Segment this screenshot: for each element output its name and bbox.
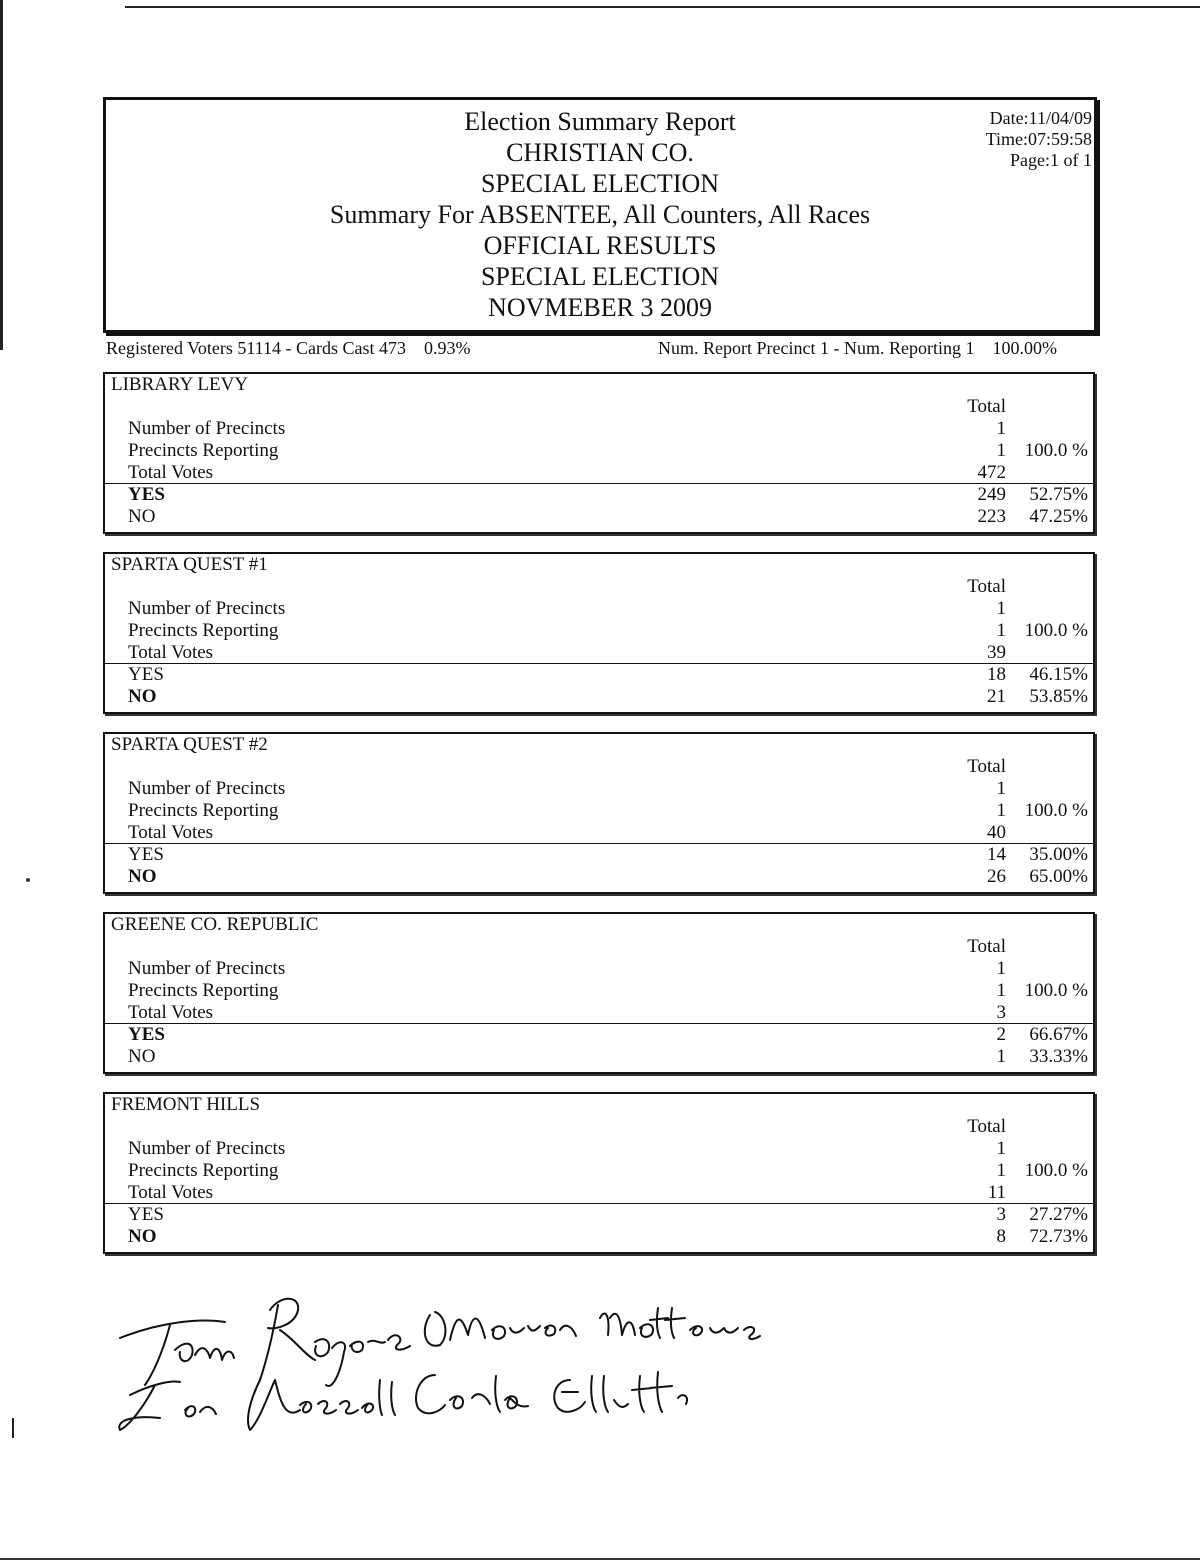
results-divider (105, 663, 1093, 664)
race-box (103, 912, 1095, 1074)
race-title: GREENE CO. REPUBLIC (111, 914, 319, 935)
row-total: 1 (996, 778, 1006, 799)
row-label: YES (128, 484, 165, 505)
row-total: 472 (977, 462, 1006, 483)
signature-tom-rogers (120, 1321, 234, 1385)
row-percent: 66.67% (1029, 1024, 1088, 1045)
row-percent: 52.75% (1029, 484, 1088, 505)
total-votes-row (105, 1002, 1093, 1024)
row-percent: 35.00% (1029, 844, 1088, 865)
row-label: Precincts Reporting (128, 1160, 279, 1181)
row-total: 14 (987, 844, 1006, 865)
header-meta (986, 108, 1092, 171)
row-label: Total Votes (128, 822, 214, 843)
number-of-precincts-row (105, 958, 1093, 980)
race-box (103, 372, 1095, 534)
no-row (105, 506, 1093, 528)
number-of-precincts-row (105, 418, 1093, 440)
report-header (103, 97, 1097, 333)
total-votes-row (105, 1182, 1093, 1204)
precincts-reporting-row (105, 980, 1093, 1002)
yes-row (105, 844, 1093, 866)
scan-mark (12, 1418, 14, 1438)
row-total: 11 (987, 1182, 1006, 1203)
row-label: NO (128, 1226, 157, 1247)
results-divider (105, 843, 1093, 844)
no-row (105, 866, 1093, 888)
row-total: 1 (996, 980, 1006, 1001)
row-total: 39 (987, 642, 1006, 663)
row-total: 1 (996, 598, 1006, 619)
row-total: 223 (977, 506, 1006, 527)
signature-carla-elliott (416, 1375, 528, 1413)
row-label: NO (128, 1046, 156, 1067)
row-label: Total Votes (128, 462, 214, 483)
race-title: FREMONT HILLS (111, 1094, 261, 1115)
precincts-reporting-row (105, 440, 1093, 462)
total-votes-row (105, 822, 1093, 844)
row-percent: 27.27% (1029, 1204, 1088, 1225)
no-row (105, 1226, 1093, 1248)
header-title-line: NOVMEBER 3 2009 (488, 293, 712, 322)
signature-russell (248, 1380, 395, 1430)
row-percent: 100.0 % (1024, 620, 1088, 641)
race-box (103, 732, 1095, 894)
yes-row (105, 664, 1093, 686)
header-title-line: Election Summary Report (464, 107, 736, 136)
row-total: 3 (996, 1204, 1006, 1225)
yes-row (105, 1204, 1093, 1226)
row-total: 249 (977, 484, 1006, 505)
row-total: 8 (996, 1226, 1006, 1247)
precincts-reporting-row (105, 1160, 1093, 1182)
row-label: Total Votes (128, 642, 214, 663)
row-label: Number of Precincts (128, 418, 286, 439)
row-total: 1 (996, 958, 1006, 979)
results-divider (105, 483, 1093, 484)
report-time: Time:07:59:58 (985, 129, 1092, 149)
signature-matthews (600, 1308, 760, 1339)
total-column-header: Total (967, 576, 1006, 597)
total-column-header: Total (967, 936, 1006, 957)
row-label: Precincts Reporting (128, 980, 279, 1001)
race-title: SPARTA QUEST #2 (111, 734, 268, 755)
scan-dot (26, 878, 30, 882)
row-percent: 100.0 % (1024, 1160, 1088, 1181)
row-label: YES (128, 844, 164, 865)
header-title-line: Summary For ABSENTEE, All Counters, All Races (329, 200, 871, 229)
row-total: 1 (996, 440, 1006, 461)
report-date: Date:11/04/09 (989, 108, 1092, 128)
row-total: 40 (987, 822, 1006, 843)
number-of-precincts-row (105, 778, 1093, 800)
row-total: 21 (987, 686, 1006, 707)
precincts-reporting-row (105, 620, 1093, 642)
row-percent: 47.25% (1029, 506, 1088, 527)
total-votes-row (105, 462, 1093, 484)
signature-marian-matthews (425, 1312, 576, 1346)
signature-elliott (554, 1372, 687, 1412)
row-label: NO (128, 686, 157, 707)
row-total: 26 (987, 866, 1006, 887)
row-label: NO (128, 506, 156, 527)
row-total: 2 (996, 1024, 1006, 1045)
signatures (100, 1280, 800, 1450)
row-total: 1 (996, 620, 1006, 641)
row-label: Number of Precincts (128, 1138, 286, 1159)
race-box (103, 552, 1095, 714)
total-column-header: Total (967, 396, 1006, 417)
row-percent: 53.85% (1029, 686, 1088, 707)
number-of-precincts-row (105, 598, 1093, 620)
row-label: Number of Precincts (128, 598, 286, 619)
row-percent: 72.73% (1029, 1226, 1088, 1247)
no-row (105, 686, 1093, 708)
row-percent: 65.00% (1029, 866, 1088, 887)
row-label: YES (128, 1204, 164, 1225)
results-divider (105, 1023, 1093, 1024)
reporting-summary: Num. Report Precinct 1 - Num. Reporting 1 100.00% (658, 338, 1057, 358)
total-column-header: Total (967, 1116, 1006, 1137)
signature-rogers (260, 1299, 410, 1386)
row-total: 1 (996, 1138, 1006, 1159)
row-label: YES (128, 1024, 165, 1045)
row-label: NO (128, 866, 157, 887)
row-label: Precincts Reporting (128, 620, 279, 641)
row-label: Number of Precincts (128, 958, 286, 979)
row-label: Precincts Reporting (128, 800, 279, 821)
row-total: 3 (996, 1002, 1006, 1023)
row-total: 1 (996, 1160, 1006, 1181)
row-label: Total Votes (128, 1182, 214, 1203)
report-page: Page:1 of 1 (1010, 150, 1092, 170)
results-divider (105, 1203, 1093, 1204)
registered-voters-summary: Registered Voters 51114 - Cards Cast 473 0.93% (106, 338, 471, 358)
header-title-line: SPECIAL ELECTION (480, 169, 720, 198)
header-title-line: CHRISTIAN CO. (506, 138, 694, 167)
no-row (105, 1046, 1093, 1068)
row-percent: 33.33% (1029, 1046, 1088, 1067)
header-title-line: SPECIAL ELECTION (480, 262, 720, 291)
number-of-precincts-row (105, 1138, 1093, 1160)
total-column-header: Total (967, 756, 1006, 777)
yes-row (105, 484, 1093, 506)
row-label: Total Votes (128, 1002, 214, 1023)
row-label: Number of Precincts (128, 778, 286, 799)
row-label: YES (128, 664, 164, 685)
row-total: 1 (996, 418, 1006, 439)
yes-row (105, 1024, 1093, 1046)
scan-edge-bottom (0, 1558, 1200, 1560)
scan-edge-left (0, 0, 3, 350)
signature-lisa-russell (119, 1382, 216, 1430)
total-votes-row (105, 642, 1093, 664)
row-percent: 100.0 % (1024, 980, 1088, 1001)
precincts-reporting-row (105, 800, 1093, 822)
row-label: Precincts Reporting (128, 440, 279, 461)
race-title: LIBRARY LEVY (111, 374, 249, 395)
row-percent: 46.15% (1029, 664, 1088, 685)
header-title-block (106, 106, 1094, 323)
scan-edge-top (125, 6, 1200, 8)
race-title: SPARTA QUEST #1 (111, 554, 268, 575)
row-total: 18 (987, 664, 1006, 685)
row-total: 1 (996, 1046, 1006, 1067)
row-total: 1 (996, 800, 1006, 821)
race-box (103, 1092, 1095, 1254)
row-percent: 100.0 % (1024, 800, 1088, 821)
header-title-line: OFFICIAL RESULTS (483, 231, 717, 260)
row-percent: 100.0 % (1024, 440, 1088, 461)
